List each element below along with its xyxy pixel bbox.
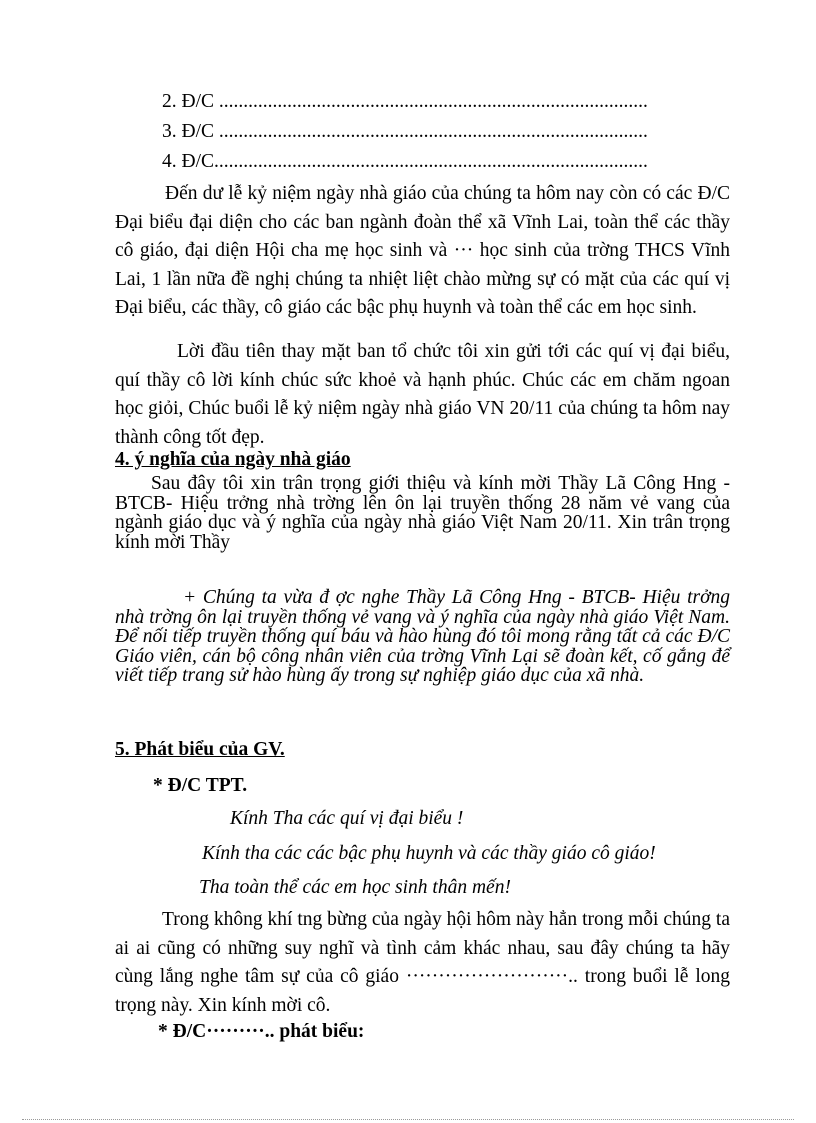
welcome-paragraph: Đến dư lễ kỷ niệm ngày nhà giáo của chúng ta hôm nay còn có các Đ/C Đại biểu đại diện cho các ban ngành đoàn thể xã Vĩnh Lai, toàn thể các thầy cô giáo, đại diện Hội cha mẹ học sinh và ··· học sinh của trờng THCS Vĩnh Lai, 1 lần nữa đề nghị chúng ta nhiệt liệt chào mừng sự có mặt của các quí vị Đại biểu, các thầy, cô giáo các bậc phụ huynh và toàn thể các em học sinh. [115,183,730,318]
atmosphere-paragraph: Trong không khí tng bừng của ngày hội hôm này hẳn trong mỗi chúng ta ai ai cũng có những suy nghĩ và tình cảm khác nhau, sau đây chúng ta hãy cùng lắng nghe tâm sự của cô giáo ·························.. trong buổi lễ long trọng này. Xin kính mời cô. [115,909,730,1016]
dc-line-2: 2. Đ/C ........................................................................................ [162,91,648,112]
after-speech-paragraph: + Chúng ta vừa đ ợc nghe Thầy Lã Công Hng - BTCB- Hiệu trởng nhà trờng ôn lại truyền thống vẻ vang và ý nghĩa của ngày nhà giáo Việt Nam. Để nối tiếp truyền thống quí báu và hào hùng đó tôi mong rằng tất cả các Đ/C Giáo viên, cán bộ công nhân viên của trờng Vĩnh Lại sẽ đoàn kết, cố gắng để viết tiếp trang sử hào hùng ấy trong sự nghiệp giáo dục của xã nhà. [115,587,730,686]
section-5-heading: 5. Phát biểu của GV. [115,739,285,760]
intro-paragraph: Sau đây tôi xin trân trọng giới thiệu và kính mời Thầy Lã Công Hng - BTCB- Hiệu trởng nhà trờng lên ôn lại truyền thống 28 năm vẻ vang của ngành giáo dục và ý nghĩa của ngày nhà giáo Việt Nam 20/11. Xin trân trọng kính mời Thầy [115,473,730,553]
dc-line-4: 4. Đ/C......................................................................................... [162,151,648,172]
wishes-paragraph: Lời đầu tiên thay mặt ban tổ chức tôi xin gửi tới các quí vị đại biểu, quí thầy cô lời kính chúc sức khoẻ và hạnh phúc. Chúc các em chăm ngoan học giỏi, Chúc buổi lễ kỷ niệm ngày nhà giáo VN 20/11 của chúng ta hôm nay thành công tốt đẹp. [115,341,730,448]
tpt-label: * Đ/C TPT. [153,775,248,796]
greeting-2: Kính tha các các bậc phụ huynh và các thầy giáo cô giáo! [202,843,656,864]
greeting-1: Kính Tha các quí vị đại biểu ! [230,808,464,829]
section-4-heading: 4. ý nghĩa của ngày nhà giáo [115,449,351,470]
greeting-3: Tha toàn thể các em học sinh thân mến! [199,877,511,898]
page-border-dotted [22,1119,794,1120]
speaker-line: * Đ/C·········.. phát biểu: [158,1021,365,1042]
dc-line-3: 3. Đ/C ........................................................................................ [162,121,648,142]
